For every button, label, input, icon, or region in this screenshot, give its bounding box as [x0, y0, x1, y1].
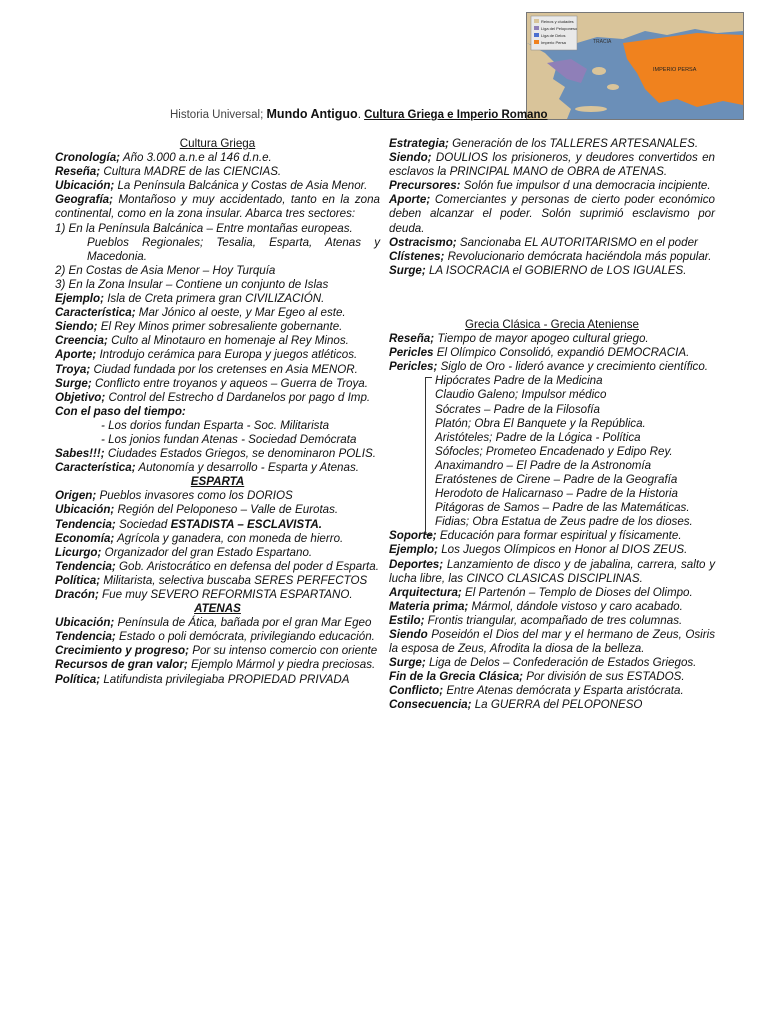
figures-list — [389, 374, 715, 529]
entry-value: Ciudades Estados Griegos, se denominaron POLIS. — [104, 447, 376, 461]
entry-key: Economía; — [55, 531, 115, 545]
greece-map — [527, 13, 743, 119]
text-line: 2) En Costas de Asia Menor – Hoy Turquía — [55, 263, 276, 277]
entry — [55, 447, 380, 461]
text-line: - Los jonios fundan Atenas - Sociedad Demócrata — [101, 432, 357, 446]
entry-key: Clístenes; — [389, 249, 445, 263]
legend-swatch — [534, 26, 539, 30]
entry-value: Montañoso y muy accidentado, tanto en la zona continental, como en la zona insular. Abarca tres sectores: — [55, 193, 380, 221]
entry — [55, 179, 380, 193]
entry-value: Por su intenso comercio con oriente — [189, 644, 378, 658]
entry-key: Ejemplo; — [389, 543, 438, 557]
entry — [389, 600, 715, 614]
legend-swatch — [534, 19, 539, 23]
entry — [55, 616, 380, 630]
entry-value: Militarista, selectiva buscaba SERES PERFECTOS — [100, 573, 368, 587]
entry-key: Estilo; — [389, 613, 425, 627]
text-line: 3) En la Zona Insular – Contiene un conjunto de Islas — [55, 277, 329, 291]
entry-key: Siendo; — [55, 320, 98, 334]
entry-value: Control del Estrecho d Dardanelos por pago d Imp. — [105, 390, 371, 404]
entry — [55, 334, 380, 348]
entry-value: Comerciantes y personas de cierto poder económico deben alcanzar el poder. Solón suprimió esclavismo por deuda. — [389, 193, 715, 235]
entry-key: Ostracismo; — [389, 235, 457, 249]
header-title: Cultura Griega e Imperio Romano — [364, 109, 548, 121]
entry — [389, 236, 715, 250]
entry — [55, 574, 380, 588]
entry — [55, 165, 380, 179]
entry — [389, 137, 715, 151]
entry-value: Frontis triangular, acompañado de tres columnas. — [424, 613, 683, 627]
entry — [389, 543, 715, 557]
entry-key: Consecuencia; — [389, 698, 472, 712]
list-item: Sócrates – Padre de la Filosofía — [435, 402, 600, 416]
entry — [389, 179, 715, 193]
left-column — [55, 137, 380, 687]
entry-value: El Partenón – Templo de Dioses del Olimpo. — [461, 585, 693, 599]
entry-key: Surge; — [55, 376, 92, 390]
section-heading — [55, 137, 380, 151]
entry — [55, 461, 380, 475]
entry-key: Deportes; — [389, 557, 444, 571]
list-item: Hipócrates Padre de la Medicina — [435, 374, 603, 388]
entry-key: Tendencia; — [55, 630, 116, 644]
entry-key: Crecimiento y progreso; — [55, 644, 190, 658]
entry-value: Año 3.000 a.n.e al 146 d.n.e. — [120, 151, 272, 165]
header-prefix: Historia Universal; — [170, 109, 264, 121]
list-item: Eratóstenes de Cirene – Padre de la Geografía — [435, 472, 678, 486]
list-item: Claudio Galeno; Impulsor médico — [435, 388, 607, 402]
crete — [575, 106, 607, 112]
entry-value: Conflicto entre troyanos y aqueos – Guerra de Troya. — [91, 376, 368, 390]
entry-value: Agrícola y ganadera, con moneda de hierro. — [114, 531, 344, 545]
list-item: Sófocles; Prometeo Encadenado y Edipo Rey. — [435, 444, 673, 458]
entry-value: Latifundista privilegiaba PROPIEDAD PRIVADA — [100, 672, 350, 686]
entry — [389, 628, 715, 656]
entry — [389, 529, 715, 543]
entry-key: Origen; — [55, 489, 97, 503]
entry — [55, 489, 380, 503]
entry-value: Revolucionario demócrata haciéndola más popular. — [444, 249, 712, 263]
section-heading-text: Grecia Clásica - Grecia Ateniense — [465, 317, 639, 331]
list-item: Anaximandro – El Padre de la Astronomía — [435, 458, 652, 472]
entry — [55, 292, 380, 306]
entry-key: Pericles; — [389, 360, 438, 374]
entry — [389, 670, 715, 684]
entry — [55, 193, 380, 221]
entry-value: Culto al Minotauro en homenaje al Rey Minos. — [107, 334, 349, 348]
entry — [389, 586, 715, 600]
entry-value: El Rey Minos primer sobresaliente gobernante. — [97, 320, 343, 334]
entry-value: La Península Balcánica y Costas de Asia Menor. — [114, 179, 368, 193]
entry-value: Tiempo de mayor apogeo cultural griego. — [434, 332, 649, 346]
entry — [55, 320, 380, 334]
entry — [389, 656, 715, 670]
entry — [55, 630, 380, 644]
entry-value: Ciudad fundada por los cretenses en Asia MENOR. — [90, 362, 358, 376]
entry-key: Ubicación; — [55, 503, 115, 517]
entry — [55, 644, 380, 658]
entry-key: Tendencia; — [55, 559, 116, 573]
entry-key: Política; — [55, 573, 101, 587]
entry-value: Mar Jónico al oeste, y Mar Egeo al este. — [135, 306, 346, 320]
entry — [55, 391, 380, 405]
entry-key: Característica; — [55, 306, 136, 320]
section-title: ATENAS — [194, 602, 241, 616]
entry — [55, 363, 380, 377]
list-item: Pitágoras de Samos – Padre de las Matemáticas. — [435, 501, 690, 515]
entry-key: Arquitectura; — [389, 585, 462, 599]
entry-key: Licurgo; — [55, 545, 102, 559]
entry — [55, 546, 380, 560]
entry-value: Lanzamiento de disco y de jabalina, carrera, salto y lucha libre, las CINCO CLASICAS DISCIPLINAS. — [389, 557, 715, 585]
entry-key: Sabes!!!; — [55, 447, 105, 461]
entry-key: Ubicación; — [55, 179, 115, 193]
entry — [389, 250, 715, 264]
entry-key: Fin de la Grecia Clásica; — [389, 670, 524, 684]
entry — [55, 405, 380, 419]
entry-value: Entre Atenas demócrata y Esparta aristócrata. — [443, 684, 684, 698]
entry — [389, 684, 715, 698]
entry-key: Materia prima; — [389, 599, 469, 613]
legend-swatch — [534, 33, 539, 37]
legend-entry: Liga del Peloponeso — [541, 26, 578, 31]
entry-key: Ejemplo; — [55, 292, 104, 306]
map-image — [526, 12, 744, 120]
entry-key: Dracón; — [55, 588, 99, 601]
entry — [389, 614, 715, 628]
section-heading — [389, 318, 715, 332]
entry-value: Por división de sus ESTADOS. — [523, 670, 685, 684]
entry-key: Reseña; — [55, 165, 101, 179]
entry-value: Pueblos invasores como los DORIOS — [96, 489, 293, 503]
document-header — [170, 107, 548, 121]
entry-key: Característica; — [55, 461, 136, 475]
entry-value: Educación para formar espiritual y físicamente. — [436, 529, 682, 543]
list-item: Fidias; Obra Estatua de Zeus padre de los dioses. — [435, 515, 693, 529]
island — [607, 84, 619, 90]
entry — [55, 658, 380, 672]
map-label-tracia: TRACIA — [593, 39, 612, 45]
list-item: Platón; Obra El Banquete y la República. — [435, 416, 646, 430]
entry — [55, 377, 380, 391]
entry — [389, 151, 715, 179]
entry-key: Política; — [55, 672, 101, 686]
section-heading-text: Cultura Griega — [179, 137, 256, 150]
section-title: ESPARTA — [190, 475, 245, 489]
entry-value: Organizador del gran Estado Espartano. — [101, 545, 313, 559]
entry — [389, 332, 715, 346]
entry-value: Cultura MADRE de las CIENCIAS. — [100, 165, 282, 179]
text-line: 1) En la Península Balcánica – Entre montañas europeas. — [55, 221, 353, 235]
entry — [389, 346, 715, 360]
entry — [55, 673, 380, 687]
entry-value: LA ISOCRACIA el GOBIERNO de LOS IGUALES. — [425, 263, 687, 277]
entry-key: Soporte; — [389, 529, 437, 543]
entry-key: Surge; — [389, 263, 426, 277]
entry-key: Objetivo; — [55, 390, 106, 404]
entry-value: Sociedad — [115, 517, 171, 531]
entry-key: Surge; — [389, 656, 426, 670]
entry — [55, 518, 380, 532]
entry-value: Generación de los TALLERES ARTESANALES. — [448, 137, 699, 150]
entry-emphasis: ESTADISTA – ESCLAVISTA. — [170, 517, 322, 531]
list-item: Herodoto de Halicarnaso – Padre de la Historia — [435, 487, 678, 501]
entry-key: Conflicto; — [389, 684, 444, 698]
entry-key: Creencia; — [55, 334, 108, 348]
map-label-imperio-persa: IMPERIO PERSA — [653, 67, 697, 73]
entry-key: Ubicación; — [55, 616, 115, 630]
list-item: Aristóteles; Padre de la Lógica - Política — [435, 430, 641, 444]
entry-key: Tendencia; — [55, 517, 116, 531]
entry — [55, 306, 380, 320]
right-column — [389, 137, 715, 713]
entry-value: La GUERRA del PELOPONESO — [471, 698, 643, 712]
entry-value: Introdujo cerámica para Europa y juegos atléticos. — [96, 348, 358, 362]
spacer — [389, 278, 715, 318]
entry-value: Liga de Delos – Confederación de Estados Griegos. — [425, 656, 697, 670]
text-line: Pueblos Regionales; Tesalia, Esparta, Atenas y Macedonia. — [87, 235, 380, 263]
entry — [55, 503, 380, 517]
entry-value: Autonomía y desarrollo - Esparta y Atenas. — [135, 461, 359, 475]
entry-value: Península de Ática, bañada por el gran Mar Egeo — [114, 616, 372, 630]
entry — [389, 264, 715, 278]
entry-value: Solón fue impulsor d una democracia incipiente. — [460, 179, 711, 193]
entry-key: Troya; — [55, 362, 91, 376]
entry-value: Los Juegos Olímpicos en Honor al DIOS ZEUS. — [437, 543, 688, 557]
entry-key: Siendo; — [389, 151, 432, 165]
entry — [55, 588, 380, 602]
entry-value: Ejemplo Mármol y piedra preciosas. — [187, 658, 376, 672]
legend-entry: Liga de Delos — [541, 33, 566, 38]
entry-value: El Olímpico Consolidó, expandió DEMOCRACIA. — [433, 346, 690, 360]
entry-key: Aporte; — [389, 193, 431, 207]
entry — [389, 360, 715, 374]
entry-value: Poseidón el Dios del mar y el hermano de Zeus, Osiris la esposa de Zeus, Afrodita la diosa de la belleza. — [389, 628, 715, 656]
entry — [389, 698, 715, 712]
entry-key: Geografía; — [55, 193, 113, 207]
entry — [389, 193, 715, 235]
legend-swatch — [534, 40, 539, 44]
island — [592, 67, 606, 75]
list-bracket — [425, 377, 432, 535]
entry-key: Recursos de gran valor; — [55, 658, 188, 672]
entry-key: Estrategia; — [389, 137, 449, 150]
entry — [55, 532, 380, 546]
entry-key: Reseña; — [389, 332, 435, 346]
entry — [389, 558, 715, 586]
entry-value: Fue muy SEVERO REFORMISTA ESPARTANO. — [98, 588, 353, 601]
entry-value: Sancionaba EL AUTORITARISMO en el poder — [456, 235, 698, 249]
entry — [55, 348, 380, 362]
entry-value: Estado o poli demócrata, privilegiando educación. — [115, 630, 375, 644]
header-separator: . — [357, 109, 361, 121]
entry-key: Pericles — [389, 346, 434, 360]
entry-key: Siendo — [389, 628, 428, 641]
entry-key: Con el paso del tiempo: — [55, 404, 186, 418]
entry-key: Precursores: — [389, 179, 461, 193]
entry-value: DOULIOS los prisioneros, y deudores convertidos en esclavos la PRINCIPAL MANO de OBRA de ATENAS. — [389, 151, 715, 179]
entry-value: Siglo de Oro - lideró avance y crecimiento científico. — [437, 360, 708, 374]
text-line: - Los dorios fundan Esparta - Soc. Militarista — [101, 418, 330, 432]
entry-value: Mármol, dándole vistoso y caro acabado. — [468, 599, 683, 613]
entry-value: Región del Peloponeso – Valle de Eurotas. — [114, 503, 339, 517]
header-subject: Mundo Antiguo — [266, 107, 358, 121]
entry-key: Cronología; — [55, 151, 121, 165]
entry-key: Aporte; — [55, 348, 97, 362]
entry-value: Gob. Aristocrático en defensa del poder d Esparta. — [115, 559, 379, 573]
entry — [55, 151, 380, 165]
legend-entry: Imperio Persa — [541, 40, 566, 45]
legend-entry: Reinos y ciudades — [541, 19, 574, 24]
entry-value: Isla de Creta primera gran CIVILIZACIÓN. — [103, 292, 325, 306]
entry — [55, 560, 380, 574]
